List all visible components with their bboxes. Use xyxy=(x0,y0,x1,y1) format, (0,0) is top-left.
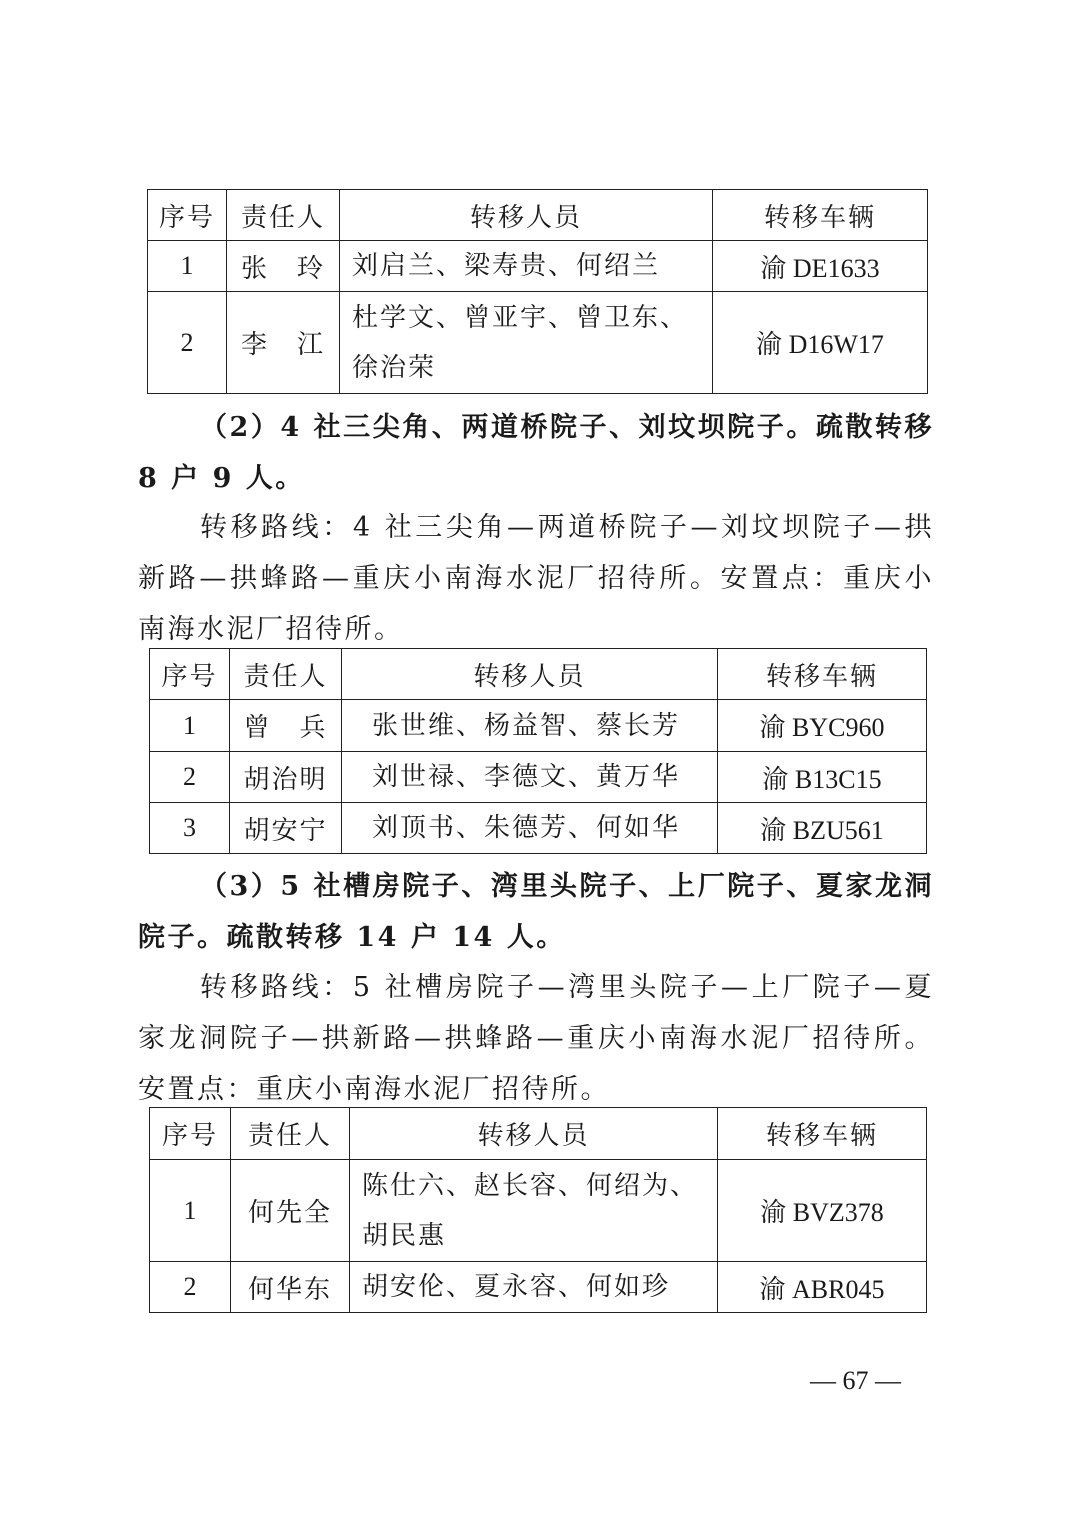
page-number: — 67 — xyxy=(810,1366,901,1395)
row-responsible: 何华东 xyxy=(231,1262,350,1313)
row-people: 刘启兰、梁寿贵、何绍兰 xyxy=(340,241,713,292)
table-row xyxy=(150,752,927,803)
row-no: 1 xyxy=(150,1160,231,1262)
header-people: 转移人员 xyxy=(350,1108,718,1160)
row-people: 刘世禄、李德文、黄万华 xyxy=(342,752,718,803)
row-people: 杜学文、曾亚宇、曾卫东、 徐治荣 xyxy=(340,292,713,394)
row-no: 2 xyxy=(150,1262,231,1313)
row-no: 1 xyxy=(150,700,230,752)
row-responsible: 李 江 xyxy=(227,292,340,394)
header-no: 序号 xyxy=(150,649,230,700)
table-header-row xyxy=(150,1108,927,1160)
header-responsible: 责任人 xyxy=(231,1108,350,1160)
row-no: 1 xyxy=(148,241,227,292)
section-heading: （3）5 社槽房院子、湾里头院子、上厂院子、夏家龙洞院子。疏散转移 14 户 14 人。 xyxy=(138,871,934,953)
table-row xyxy=(150,803,927,854)
table-row xyxy=(148,292,928,394)
row-people: 张世维、杨益智、蔡长芳 xyxy=(342,700,718,752)
header-no: 序号 xyxy=(148,190,227,241)
table-row xyxy=(150,1160,927,1262)
row-responsible: 胡治明 xyxy=(230,752,342,803)
row-no: 2 xyxy=(148,292,227,394)
table-row xyxy=(150,1262,927,1313)
header-no: 序号 xyxy=(150,1108,231,1160)
row-no: 2 xyxy=(150,752,230,803)
row-vehicle: 渝 BYC960 xyxy=(718,700,927,752)
header-people: 转移人员 xyxy=(340,190,713,241)
row-people: 陈仕六、赵长容、何绍为、 胡民惠 xyxy=(350,1160,718,1262)
row-responsible: 何先全 xyxy=(231,1160,350,1262)
row-responsible: 张 玲 xyxy=(227,241,340,292)
row-vehicle: 渝 DE1633 xyxy=(713,241,928,292)
evacuation-table-1 xyxy=(147,189,928,394)
row-people: 刘顶书、朱德芳、何如华 xyxy=(342,803,718,854)
evacuation-table-3 xyxy=(149,1107,927,1313)
header-vehicle: 转移车辆 xyxy=(713,190,928,241)
table-header-row xyxy=(148,190,928,241)
table-row xyxy=(150,700,927,752)
row-no: 3 xyxy=(150,803,230,854)
row-vehicle: 渝 BVZ378 xyxy=(718,1160,927,1262)
header-vehicle: 转移车辆 xyxy=(718,649,927,700)
header-people: 转移人员 xyxy=(342,649,718,700)
route-paragraph: 转移路线：5 社槽房院子—湾里头院子—上厂院子—夏家龙洞院子—拱新路—拱蜂路—重庆小南海水泥厂招待所。安置点：重庆小南海水泥厂招待所。 xyxy=(138,972,934,1105)
evacuation-table-2 xyxy=(149,648,927,854)
header-responsible: 责任人 xyxy=(230,649,342,700)
row-responsible: 曾 兵 xyxy=(230,700,342,752)
row-responsible: 胡安宁 xyxy=(230,803,342,854)
row-vehicle: 渝 ABR045 xyxy=(718,1262,927,1313)
table-row xyxy=(148,241,928,292)
section-heading: （2）4 社三尖角、两道桥院子、刘坟坝院子。疏散转移 8 户 9 人。 xyxy=(138,412,934,494)
route-paragraph: 转移路线：4 社三尖角—两道桥院子—刘坟坝院子—拱新路—拱蜂路—重庆小南海水泥厂招待所。安置点：重庆小南海水泥厂招待所。 xyxy=(138,512,934,645)
row-vehicle: 渝 D16W17 xyxy=(713,292,928,394)
header-responsible: 责任人 xyxy=(227,190,340,241)
row-people: 胡安伦、夏永容、何如珍 xyxy=(350,1262,718,1313)
table-header-row xyxy=(150,649,927,700)
row-vehicle: 渝 B13C15 xyxy=(718,752,927,803)
row-vehicle: 渝 BZU561 xyxy=(718,803,927,854)
header-vehicle: 转移车辆 xyxy=(718,1108,927,1160)
